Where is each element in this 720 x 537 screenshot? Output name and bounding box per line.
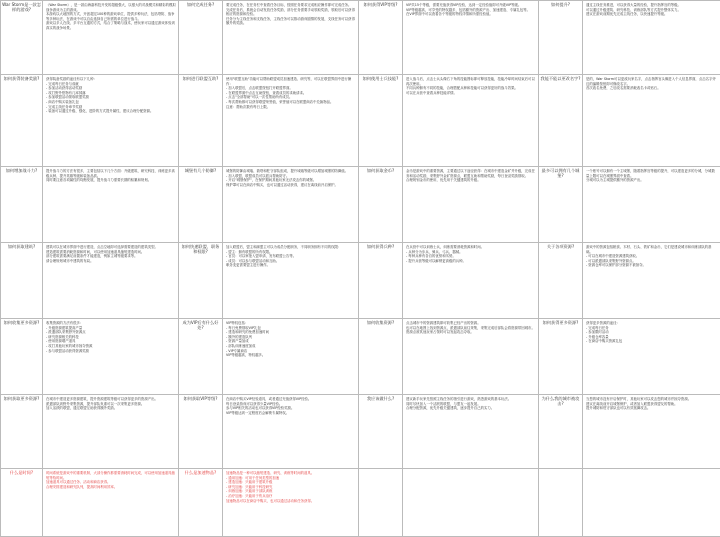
question-cell: 如何获得装备奖励? [1,75,43,167]
faq-row [1,395,720,469]
answer-cell [43,75,179,167]
answer-line: 时间系统是游戏中的重要机制，大部分操作都需要消耗时间完成，可以使用加速道具缩短等待时间。 [46,471,176,480]
answer-line: 获得更多资源的途径： [586,321,718,326]
answer-line: 当您的城市没有开启保护时，其他玩家可以攻击您的城市并掠夺资源。 [586,397,718,402]
answer-line: 城堡的防御由城墙、箭塔和驻守部队组成，提升城墙等级可以增加城堡的防御值。 [226,169,356,174]
question-cell: 如何获取更多资源? [1,395,43,469]
faq-row [1,469,720,537]
answer-cell [583,243,720,319]
answer-line: - 开启"城堡保护"，在保护期间其他玩家无法攻击你的城堡。 [226,178,356,183]
answer-line: - 研究加速：只能用于科技研究 [226,485,356,490]
answer-line: 部分建筑需要满足前置条件才能建造，例如主城等级要求等。 [46,254,176,259]
answer-line: 在商店中购买VIP经验道具，或者通过充值获得VIP经验。 [226,397,356,402]
answer-line: 在兵营中可以训练士兵，训练需要消耗资源和时间。 [406,245,536,250]
answer-line: - 可以在城市中建造资源建筑获取。 [586,254,718,259]
answer-line: - 参加限时活动 [586,330,718,335]
answer-line: 收集资源的方法有很多： [46,321,176,326]
answer-line: 建造建筑需要消耗资源和时间，可以使用加速道具缩短建造时间。 [46,250,176,255]
answer-line: 建议在离线前开启城堡保护，或者加入联盟获得盟友的帮助。 [586,402,718,407]
answer-cell [43,319,179,395]
answer-cell [403,75,539,167]
answer-line: 完成任务后，系统会自动发放任务奖励，部分任务需要手动领取奖励，领取后可以获得相应的资源和经验。 [226,8,356,17]
question-cell: 城堡有几个防御? [179,167,223,243]
answer-line: 一个账号可以拥有一个主城堡，随着指挥官等级的提升，可以建造更多的分城，分城数量上限可以在城堡界面中查看。 [586,169,718,178]
question-cell: 我应该做什么? [359,395,403,469]
empty-answer-cell [583,469,720,537]
answer-line: - 盟主：拥有联盟的所有权限。 [226,250,356,255]
answer-line: - 完成每日任务 [586,326,718,331]
question-cell: 如何获得VIP等级? [359,1,403,75]
answer-line: - 兵种分为步兵、骑兵、弓兵、器械。 [406,250,536,255]
answer-line: - 加入联盟后，点击联盟按钮打开联盟界面。 [226,86,356,91]
answer-cell [43,243,179,319]
answer-line: 是的，War Storm可以更改玩家名字，点击指挥官头像进入个人信息界面，点击名字旁边的编辑按钮即可修改名字。 [586,77,718,86]
answer-line: 提升城防和驻守部队也可以有效抵御攻击。 [586,406,718,411]
answer-line: 任务分为主线任务和支线任务，主线任务可以推动游戏剧情的发展，支线任务可以获得额外的奖励。 [226,17,356,26]
faq-row [1,243,720,319]
empty-question-cell [359,469,403,537]
answer-line: 点击城市中的资源建筑即可收集已经产出的资源。 [406,321,536,326]
answer-line: - 官员：可以审批入盟申请、发布联盟公告等。 [226,254,356,259]
answer-line: - 每次帮助都可以获得联盟荣誉值，荣誉值可以在联盟商店中兑换物品。 [226,100,356,105]
answer-cell [223,1,359,75]
answer-line: - 通用加速：可用于任何类型的加速 [226,476,356,481]
answer-line: 注意：帮助次数有每日上限。 [226,105,356,110]
question-cell: 如何使用士兵技能? [359,75,403,167]
answer-line: 加速物品是一种可以缩短建造、研究、训练等时间的道具。 [226,471,356,476]
question-cell: 如何快速联盟、职务和权限? [179,243,223,319]
answer-line: - 每种兵种有各自的优势和劣势。 [406,254,536,259]
answer-line: 也可以在地图上找到资源点，派遣部队前往采集，采集完成后部队会将资源带回城市。 [406,326,536,331]
question-cell: 如何获取金币? [359,167,403,243]
answer-line: 同时尽快加入一个活跃的联盟，与盟友一起发展。 [406,402,536,407]
answer-line: - 在联盟界面中点击互助按钮，查看成员的求助请求。 [226,91,356,96]
answer-line: 游戏中的资源包括粮食、木材、石头、铁矿和金币，它们是建设城市和训练部队的基础。 [586,245,718,254]
question-cell: 什么是加速物品? [179,469,223,537]
answer-line: - 建造和研究的免费加速时间 [226,330,356,335]
answer-line: 建议在游戏前期优先完成主线任务，以快速提升等级。 [586,12,718,17]
answer-line: - 商店中购买装备礼包 [46,100,176,105]
answer-line: 使用"联盟互助"功能可以帮助联盟成员加速建造、研究等，可以在联盟界面中进行操作： [226,77,356,86]
question-cell: 关于各项资源? [539,243,583,319]
answer-line: - VIP专属商店 [226,349,356,354]
answer-line: 派遣部队到野外采集资源，提升部队负重可以一次采集更多资源。 [46,402,176,407]
question-cell: War Storm是一款怎样的游戏? [1,1,43,75]
answer-line: 在城市中建造更多资源建筑，提升资源建筑等级可以获得更多的资源产出。 [46,397,176,402]
answer-line: - 研究资源相关的科技 [46,335,176,340]
answer-line: - 完成每日任务与成就 [46,82,176,87]
answer-line: VIP等级越高，特权越多。 [226,353,356,358]
question-cell: 最多可以拥有几个城堡? [539,167,583,243]
answer-line: - 建造加速：只能用于建筑升级 [226,480,356,485]
answer-line: - 每日免费领取VIP礼包 [226,326,356,331]
answer-line: - 资源仓库可以保护部分资源不被掠夺。 [586,263,718,268]
question-cell: 如何进行联盟互助? [179,75,223,167]
answer-line: - 训练加速：只能用于部队训练 [226,489,356,494]
empty-question-cell [539,469,583,537]
answer-cell [583,395,720,469]
answer-line: 合理安排建造和研究队列，提高时间利用效率。 [46,485,176,490]
answer-line: - 在商店中购买资源礼包 [586,339,718,344]
answer-line: 获得装备奖励的途径有以下几种： [46,77,176,82]
answer-line: 参与VIP相关的活动也可以获得VIP经验奖励。 [226,406,356,411]
answer-line: - 参加联盟活动领取联盟奖励 [46,95,176,100]
answer-line: - 参与联盟活动获得资源奖励 [46,349,176,354]
answer-cell [43,167,179,243]
answer-line: 游戏以多人在线、多平台互通的方式，结合了策略与战术，使玩家可以通过游戏体验到真实的战争场景。 [46,21,176,30]
question-cell: 如何获得兵种? [359,243,403,319]
answer-cell [43,469,179,537]
answer-line: 请合理规划城市中建筑的布局。 [46,259,176,264]
answer-cell [43,395,179,469]
answer-line: 分城可以为主城提供额外的资源产出。 [586,178,718,183]
answer-line: 合理规划金币的使用，优先用于关键建筑的升级。 [406,178,536,183]
answer-line: - 派遣部队采集野外资源点 [46,330,176,335]
answer-line: - 点击"全部帮助"可以一次性帮助所有成员。 [226,95,356,100]
answer-line: 通过主线任务推进，可以获得大量的经验，提升指挥官的等级。 [586,3,718,8]
question-cell: 我能不能以更改名字? [539,75,583,167]
answer-line: 可以通过升级建筑、研究科技、训练部队等方式提升整体实力。 [586,8,718,13]
answer-line: 可以在兵营中查看兵种技能详情。 [406,91,536,96]
answer-line: - 升级资源建筑提高产量 [46,326,176,331]
question-cell: 成为VIP后有什么好处? [179,319,223,395]
answer-cell [403,1,539,75]
answer-line: 资源点被其他玩家占领时可以发起攻击夺取。 [406,330,536,335]
answer-cell [583,319,720,395]
answer-line: - 成员：可以参与联盟活动和互助。 [226,259,356,264]
answer-cell [223,319,359,395]
answer-line: 加速物品可以在商店中购买，也可以通过活动和任务获得。 [226,499,356,504]
question-cell: 如何提升? [539,1,583,75]
answer-line: - 攻打野外怪物有几率掉落 [46,91,176,96]
question-cell: 如何获取VIP等级? [179,395,223,469]
answer-cell [583,167,720,243]
answer-line: 职务变更需要盟主进行操作。 [226,263,356,268]
answer-line: 在VIP界面中可以查看各个等级的特权详情和所需经验值。 [406,12,536,17]
answer-line: 不同兵种拥有不同的技能，合理搭配兵种和技能可以获得更好的战斗效果。 [406,86,536,91]
answer-cell [403,243,539,319]
answer-line: - 提升兵营等级可以解锁更高级的兵种。 [406,259,536,264]
answer-line: - 部队训练速度加成 [226,344,356,349]
answer-line: - 完成主线任务章节奖励 [46,105,176,110]
answer-line: VIP等级达到一定程度后会解锁专属特权。 [226,411,356,416]
faq-row [1,1,720,75]
faq-row [1,75,720,167]
answer-cell [583,1,720,75]
answer-line: - 使用资源增产道具 [46,339,176,344]
answer-line: - 攻打其他玩家的城市掠夺资源 [46,344,176,349]
answer-cell [403,167,539,243]
answer-line: 加入活跃的联盟，通过联盟互助获得额外奖励。 [46,406,176,411]
answer-line: - 可以派遣部队采集野外资源点。 [586,259,718,264]
answer-line: 保护罩可以在商店中购买，也可以通过活动获得，建议在离线前开启保护。 [226,183,356,188]
answer-line: 合理分配资源，优先升级关键建筑，逐步提升自己的实力。 [406,406,536,411]
answer-line: 同时要注意各项属性的均衡发展，提升战斗力需要长期的积累和规划。 [46,178,176,183]
question-cell: 如何收集资源? [359,319,403,395]
answer-line: 本游戏以大地图的方式，开创超过100种的游戏单位，提供多种玩法，包括塔防、战争等多种玩法，在游戏中可以自由选择自己所需的单位进行战斗。 [46,12,176,21]
answer-line: - 参加活动获得活动奖励 [46,86,176,91]
answer-line: - 升级仓库容量 [586,335,718,340]
answer-cell [43,1,179,75]
question-cell: 如何收集更多资源? [1,319,43,395]
answer-line: 要完成任务，在任务栏中查看任务目标，按照任务要求完成相应操作即可完成任务。 [226,3,356,8]
answer-cell [223,243,359,319]
answer-line: - 加入联盟，联盟成员可以派兵帮助防守。 [226,174,356,179]
answer-line: - 治疗加速：只能用于伤兵治疗 [226,494,356,499]
answer-line: 金币是游戏中的重要资源，主要通过以下途径获得：在城市中建造金矿并升级，完成任务和活动奖励，采集野外金矿资源点，联盟互助和帮助奖励，每日登录奖励领取。 [406,169,536,178]
answer-cell [403,319,539,395]
answer-cell [223,395,359,469]
answer-line: - 额外的建造队列 [226,335,356,340]
answer-cell [223,167,359,243]
answer-cell [583,75,720,167]
answer-line: 每日登录游戏可以获得少量VIP经验。 [226,402,356,407]
answer-line: - 资源产量加成 [226,339,356,344]
answer-line: 提升战斗力的方法有很多，主要包括以下几个方面：升级建筑、研究科技、训练更多高级兵种、提升英雄等级和装备品质。 [46,169,176,178]
question-cell: 如何完成任务? [179,1,223,75]
faq-row [1,319,720,395]
answer-line: VIP特权包括： [226,321,356,326]
question-cell: 什么是时间? [1,469,43,537]
empty-answer-cell [403,469,539,537]
question-cell: 如何获取建筑? [1,243,43,319]
answer-line: 《War Storm》，是一款由海嘉科技开发的超级强大，以强大的对战模式和精彩的模拟战争游戏为主的游戏。 [46,3,176,12]
faq-row [1,167,720,243]
answer-line: VIP共15个等级，需要充值获得VIP经验，达到一定经验值即可升级VIP等级。 [406,3,536,8]
answer-line: - 装备可以通过升级、强化、进阶的方式提升属性，建议合理分配资源。 [46,109,176,114]
answer-cell [223,469,359,537]
answer-line: VIP等级越高，可享受的特权越多，包括额外的资源产出、加速建造、专属礼包等。 [406,8,536,13]
answer-line: 建议新手玩家先按照主线任务的指引进行游戏，熟悉游戏的基本玩法。 [406,397,536,402]
answer-line: 加速道具可以通过任务、活动和商店获得。 [46,480,176,485]
answer-line: 建筑可以在城市界面中进行建造，点击空地即可选择需要建造的建筑类型。 [46,245,176,250]
answer-line: 进入战斗后，点击士兵头像右下角的技能图标即可释放技能，技能冷却时间结束后可以再次使用。 [406,77,536,86]
answer-cell [403,395,539,469]
answer-line: 首次改名免费，之后改名需要消耗改名卡或钻石。 [586,86,718,91]
answer-line: 加入联盟后，盟主和副盟主可以为成员分配职务，不同职务拥有不同的权限： [226,245,356,250]
question-cell: 为什么我的城市被攻击? [539,395,583,469]
answer-cell [223,75,359,167]
question-cell: 如何获得更多资源? [539,319,583,395]
question-cell: 如何增加战斗力? [1,167,43,243]
